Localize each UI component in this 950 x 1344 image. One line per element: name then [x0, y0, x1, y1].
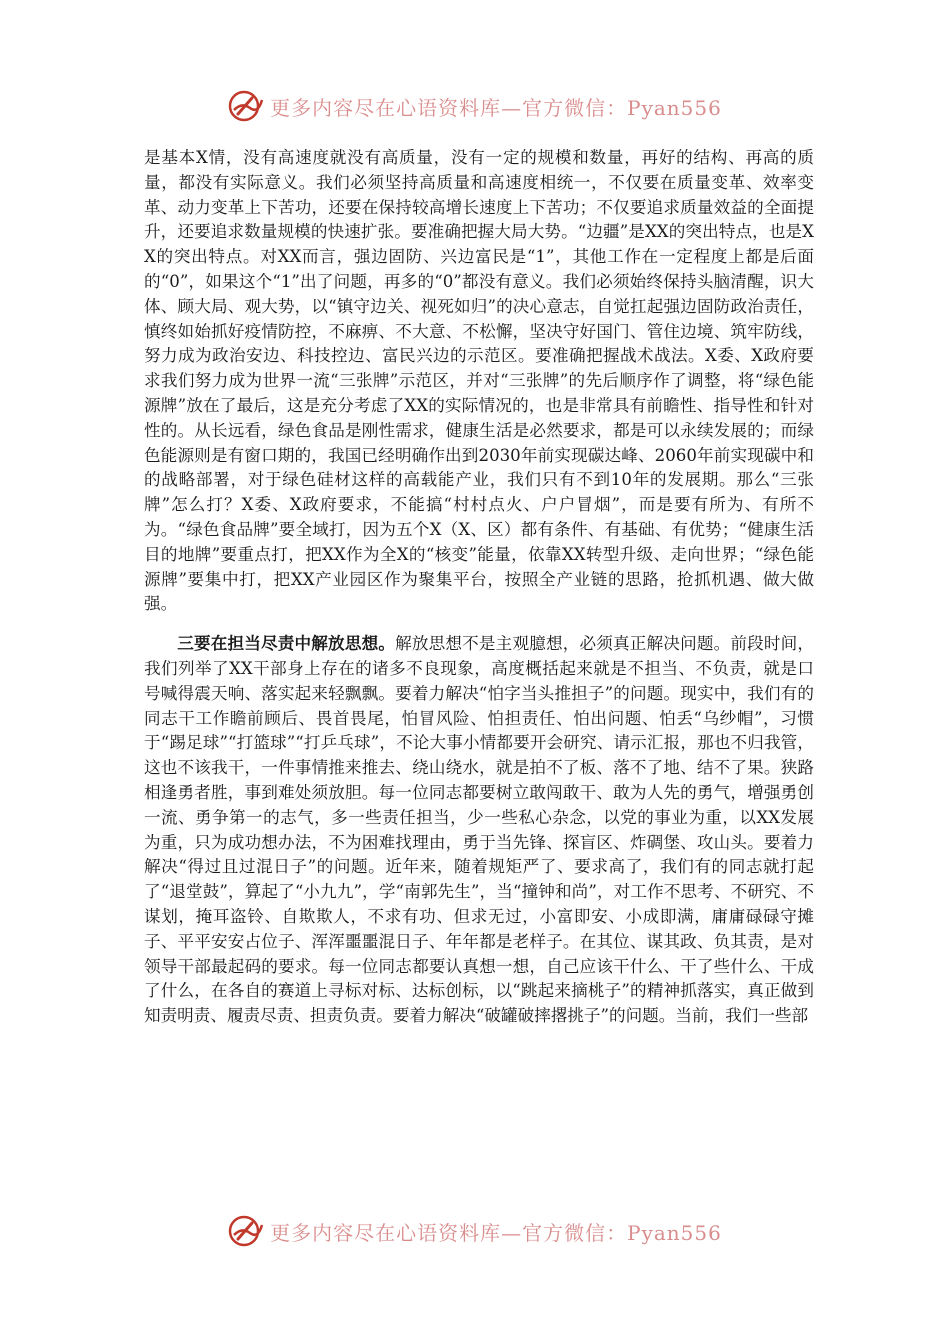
document-body — [144, 146, 814, 1029]
book-logo-icon — [228, 1213, 264, 1249]
section-text: 解放思想不是主观臆想，必须真正解决问题。前段时间，我们列举了XX干部身上存在的诸多不良现象，高度概括起来就是不担当、不负责，就是口号喊得震天响、落实起来轻飘飘。要着力解决“怕字当头推担子”的问题。现实中，我们有的同志干工作瞻前顾后、畏首畏尾，怕冒风险、怕担责任、怕出问题、怕丢“乌纱帽”，习惯于“踢足球”“打篮球”“打乒乓球”，不论大事小情都要开会研究、请示汇报，那也不归我管，这也不该我干，一件事情推来推去、绕山绕水，就是拍不了板、落不了地、结不了果。狭路相逢勇者胜，事到难处须放胆。每一位同志都要树立敢闯敢干、敢为人先的勇气，增强勇创一流、勇争第一的志气，多一些责任担当，少一些私心杂念，以党的事业为重，以XX发展为重，只为成功想办法，不为困难找理由，勇于当先锋、探盲区、炸碉堡、攻山头。要着力解决“得过且过混日子”的问题。近年来，随着规矩严了、要求高了，我们有的同志就打起了“退堂鼓”，算起了“小九九”，学“南郭先生”，当“撞钟和尚”，对工作不思考、不研究、不谋划，掩耳盗铃、自欺欺人，不求有功、但求无过，小富即安、小成即满，庸庸碌碌守摊子、平平安安占位子、浑浑噩噩混日子、年年都是老样子。在其位、谋其政、负其责，是对领导干部最起码的要求。每一位同志都要认真想一想，自己应该干什么、干了些什么、干成了什么，在各自的赛道上寻标对标、达标创标，以“跳起来摘桃子”的精神抓落实，真正做到知责明责、履责尽责、担责负责。要着力解决“破罐破摔撂挑子”的问题。当前，我们一些部 — [144, 634, 815, 1026]
paragraph-continued: 是基本X情，没有高速度就没有高质量，没有一定的规模和数量，再好的结构、再高的质量，都没有实际意义。我们必须坚持高质量和高速度相统一，不仅要在质量变革、效率变革、动力变革上下苦功，还要在保持较高增长速度上下苦功；不仅要追求质量效益的全面提升，还要追求数量规模的快速扩张。要准确把握大局大势。“边疆”是XX的突出特点，也是XX的突出特点。对XX而言，强边固防、兴边富民是“1”，其他工作在一定程度上都是后面的“0”，如果这个“1”出了问题，再多的“0”都没有意义。我们必须始终保持头脑清醒，识大体、顾大局、观大势，以“镇守边关、视死如归”的决心意志，自觉扛起强边固防政治责任，慎终如始抓好疫情防控，不麻痹、不大意、不松懈，坚决守好国门、管住边境、筑牢防线，努力成为政治安边、科技控边、富民兴边的示范区。要准确把握战术战法。X委、X政府要求我们努力成为世界一流“三张牌”示范区，并对“三张牌”的先后顺序作了调整，将“绿色能源牌”放在了最后，这是充分考虑了XX的实际情况的，也是非常具有前瞻性、指导性和针对性的。从长远看，绿色食品是刚性需求，健康生活是必然要求，都是可以永续发展的；而绿色能源则是有窗口期的，我国已经明确作出到2030年前实现碳达峰、2060年前实现碳中和的战略部署，对于绿色硅材这样的高载能产业，我们只有不到10年的发展期。那么“三张牌”怎么打？X委、X政府要求，不能搞“村村点火、户户冒烟”，而是要有所为、有所不为。“绿色食品牌”要全域打，因为五个X（X、区）都有条件、有基础、有优势；“健康生活目的地牌”要重点打，把XX作为全X的“核变”能量，依靠XX转型升级、走向世界；“绿色能源牌”要集中打，把XX产业园区作为聚集平台，按照全产业链的思路，抢抓机遇、做大做强。 — [144, 148, 814, 614]
header-watermark — [0, 86, 950, 126]
watermark-text: 更多内容尽在心语资料库—官方微信：Pyan556 — [270, 95, 722, 120]
paragraph-section-three — [144, 631, 814, 1029]
watermark-text: 更多内容尽在心语资料库—官方微信：Pyan556 — [270, 1220, 722, 1245]
section-heading: 三要在担当尽责中解放思想。 — [177, 633, 396, 654]
footer-watermark — [0, 1211, 950, 1251]
book-logo-icon — [228, 88, 264, 124]
